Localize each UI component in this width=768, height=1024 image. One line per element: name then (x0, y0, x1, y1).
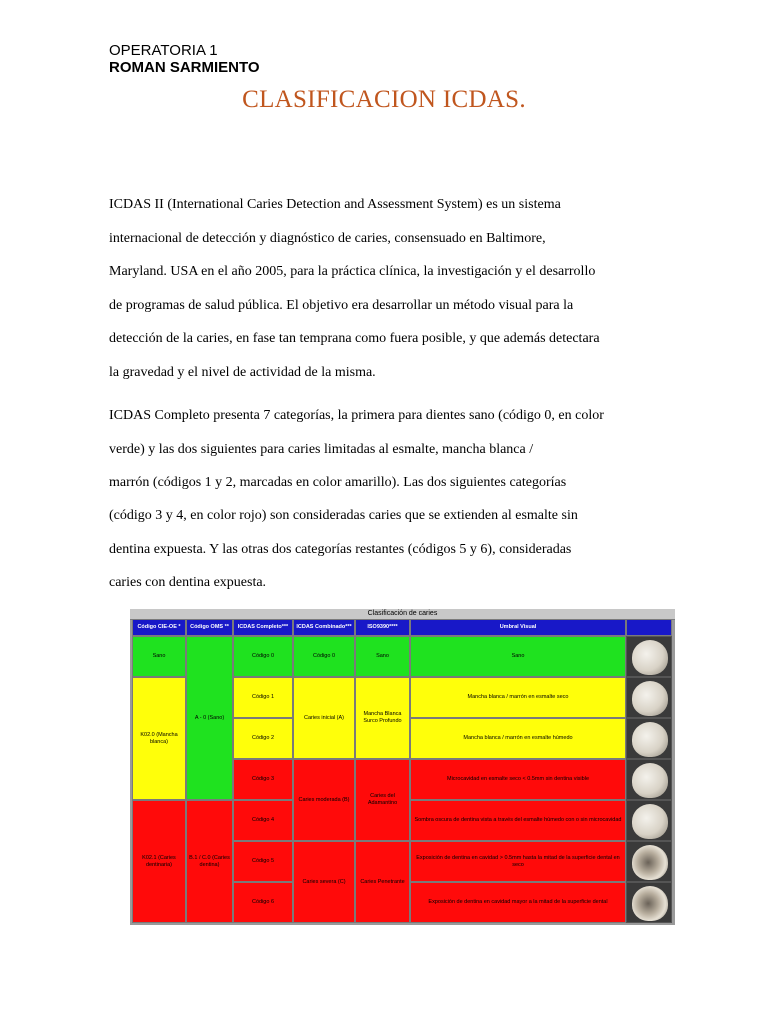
header-icdas-completo: ICDAS Completo*** (233, 619, 293, 636)
header-cie: Código CIE-OE * (132, 619, 186, 636)
iso-mancha-blanca: Mancha Blanca Surco Profundo (355, 677, 410, 759)
tooth-photo-1 (626, 677, 672, 718)
icdas-code-3: Código 3 (233, 759, 293, 800)
icdas-code-0: Código 0 (233, 636, 293, 677)
caries-classification-table (130, 609, 675, 925)
header-umbral-visual: Umbral Visual (410, 619, 626, 636)
umbral-1: Mancha blanca / marrón en esmalte seco (410, 677, 626, 718)
text-line: de programas de salud pública. El objetivo era desarrollar un método visual para la (109, 297, 574, 313)
text-line: marrón (códigos 1 y 2, marcadas en color amarillo). Las dos siguientes categorías (109, 475, 567, 490)
icdas-code-6: Código 6 (233, 882, 293, 923)
umbral-0: Sano (410, 636, 626, 677)
tooth-photo-4 (626, 800, 672, 841)
text-line: caries con dentina expuesta. (109, 575, 267, 590)
tooth-photo-3 (626, 759, 672, 800)
combinado-moderada: Caries moderada (B) (293, 759, 355, 841)
umbral-3: Microcavidad en esmalte seco < 0.5mm sin dentina visible (410, 759, 626, 800)
header-iso: ISO9390**** (355, 619, 410, 636)
header-oms: Código OMS ** (186, 619, 233, 636)
combinado-severa: Caries severa (C) (293, 841, 355, 923)
text-line: verde) y las dos siguientes para caries limitadas al esmalte, mancha blanca / (109, 441, 534, 457)
umbral-5: Exposición de dentina en cavidad > 0.5mm hasta la mitad de la superficie dental en seco (410, 841, 626, 882)
header-photo (626, 619, 672, 636)
paragraph-intro (109, 195, 669, 396)
icdas-code-4: Código 4 (233, 800, 293, 841)
text-line: ICDAS II (International Caries Detection and Assessment System) es un sistema (109, 197, 561, 212)
cie-k020: K02.0 (Mancha blanca) (132, 677, 186, 800)
text-line: Maryland. USA en el año 2005, para la práctica clínica, la investigación y el desarrollo (109, 264, 596, 279)
umbral-6: Exposición de dentina en cavidad mayor a la mitad de la superficie dental (410, 882, 626, 923)
course-name: OPERATORIA 1 (109, 42, 218, 59)
iso-adamantino: Caries del Adamantino (355, 759, 410, 841)
header-icdas-combinado: ICDAS Combinado*** (293, 619, 355, 636)
tooth-photo-6 (626, 882, 672, 923)
author-name: ROMAN SARMIENTO (109, 59, 260, 76)
combinado-inicial: Caries inicial (A) (293, 677, 355, 759)
cie-k021: K02.1 (Caries dentinaria) (132, 800, 186, 923)
oms-b1c0: B.1 / C.0 (Caries dentina) (186, 800, 233, 923)
umbral-2: Mancha blanca / marrón en esmalte húmedo (410, 718, 626, 759)
icdas-code-1: Código 1 (233, 677, 293, 718)
tooth-photo-2 (626, 718, 672, 759)
text-line: detección de la caries, en fase tan temprana como fuera posible, y que además detectara (109, 331, 600, 346)
text-line: dentina expuesta. Y las otras dos categorías restantes (códigos 5 y 6), consideradas (109, 541, 572, 557)
combinado-code-0: Código 0 (293, 636, 355, 677)
text-line: la gravedad y el nivel de actividad de la misma. (109, 364, 376, 380)
cie-sano: Sano (132, 636, 186, 677)
icdas-code-2: Código 2 (233, 718, 293, 759)
text-line: ICDAS Completo presenta 7 categorías, la primera para dientes sano (código 0, en color (109, 408, 604, 423)
umbral-4: Sombra oscura de dentina vista a través del esmalte húmedo con o sin microcavidad (410, 800, 626, 841)
tooth-photo-0 (626, 636, 672, 677)
document-title: CLASIFICACION ICDAS. (242, 86, 526, 113)
icdas-code-5: Código 5 (233, 841, 293, 882)
text-line: (código 3 y 4, en color rojo) son consideradas caries que se extienden al esmalte sin (109, 508, 578, 523)
text-line: internacional de detección y diagnóstico de caries, consensuado en Baltimore, (109, 230, 546, 246)
tooth-photo-5 (626, 841, 672, 882)
paragraph-categories (109, 406, 669, 607)
table-title: Clasificación de caries (130, 609, 675, 620)
iso-penetrante: Caries Penetrante (355, 841, 410, 923)
oms-a0: A - 0 (Sano) (186, 636, 233, 800)
iso-sano: Sano (355, 636, 410, 677)
